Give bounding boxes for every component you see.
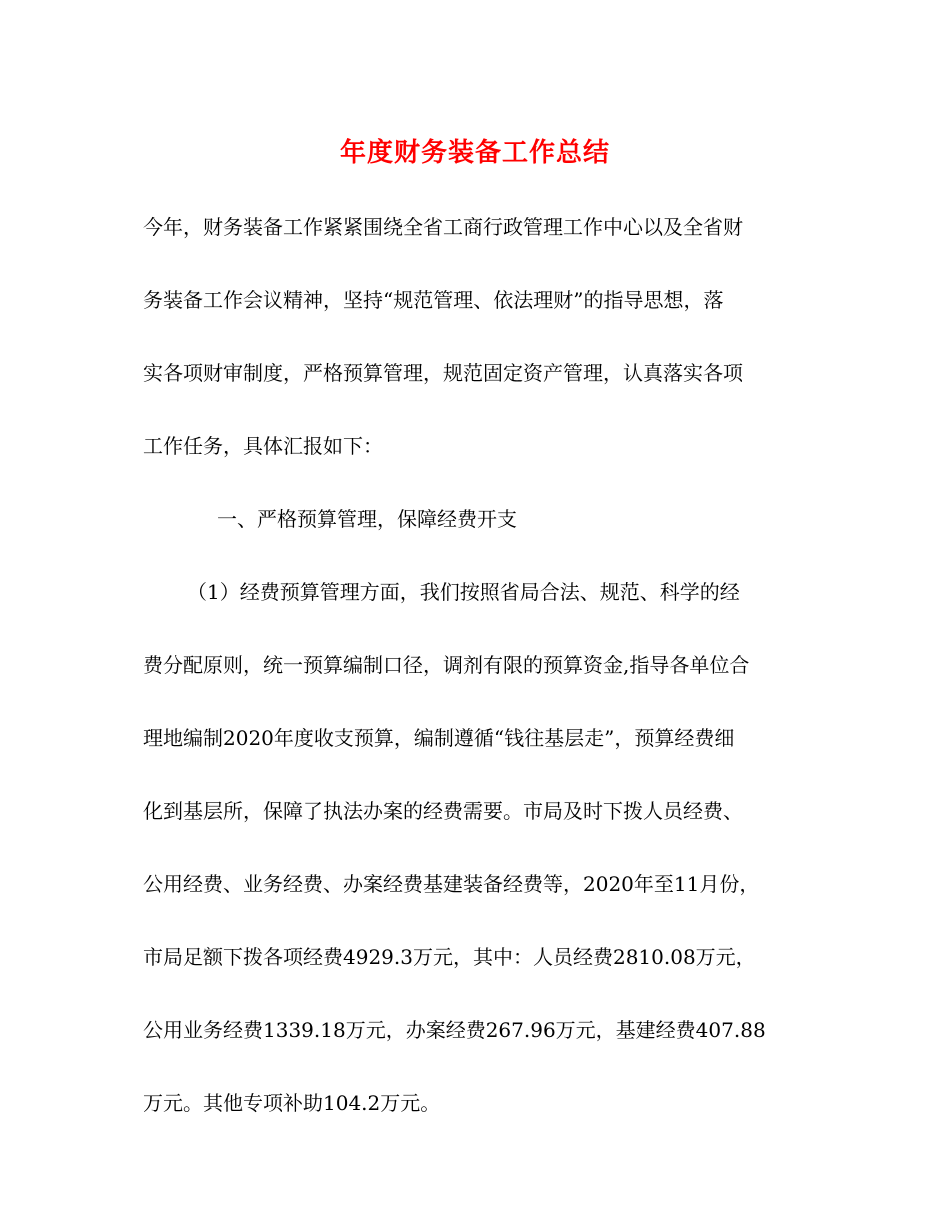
paragraph-line: 公用经费、业务经费、办案经费基建装备经费等，2020年至11月份， (143, 872, 760, 896)
document-body (143, 207, 813, 1156)
paragraph-line: 理地编制2020年度收支预算，编制遵循“钱往基层走”，预算经费细 (143, 726, 735, 750)
paragraph-line: 市局足额下拨各项经费4929.3万元，其中：人员经费2810.08万元， (143, 945, 756, 969)
paragraph-line: 万元。其他专项补助104.2万元。 (143, 1091, 441, 1115)
section-heading: 一、严格预算管理，保障经费开支 (217, 507, 517, 531)
paragraph-line: 今年，财务装备工作紧紧围绕全省工商行政管理工作中心以及全省财 (143, 215, 743, 239)
paragraph-line: 公用业务经费1339.18万元，办案经费267.96万元，基建经费407.88 (143, 1018, 766, 1042)
paragraph-line: （1）经费预算管理方面，我们按照省局合法、规范、科学的经 (187, 580, 740, 604)
paragraph-line: 费分配原则，统一预算编制口径，调剂有限的预算资金,指导各单位合 (143, 653, 750, 677)
paragraph-line: 实各项财审制度，严格预算管理，规范固定资产管理，认真落实各项 (143, 361, 743, 385)
paragraph-line: 务装备工作会议精神，坚持“规范管理、依法理财”的指导思想，落 (143, 288, 724, 312)
paragraph-line: 工作任务，具体汇报如下： (143, 434, 383, 458)
document-title: 年度财务装备工作总结 (339, 138, 610, 168)
paragraph-line: 化到基层所，保障了执法办案的经费需要。市局及时下拨人员经费、 (143, 799, 743, 823)
